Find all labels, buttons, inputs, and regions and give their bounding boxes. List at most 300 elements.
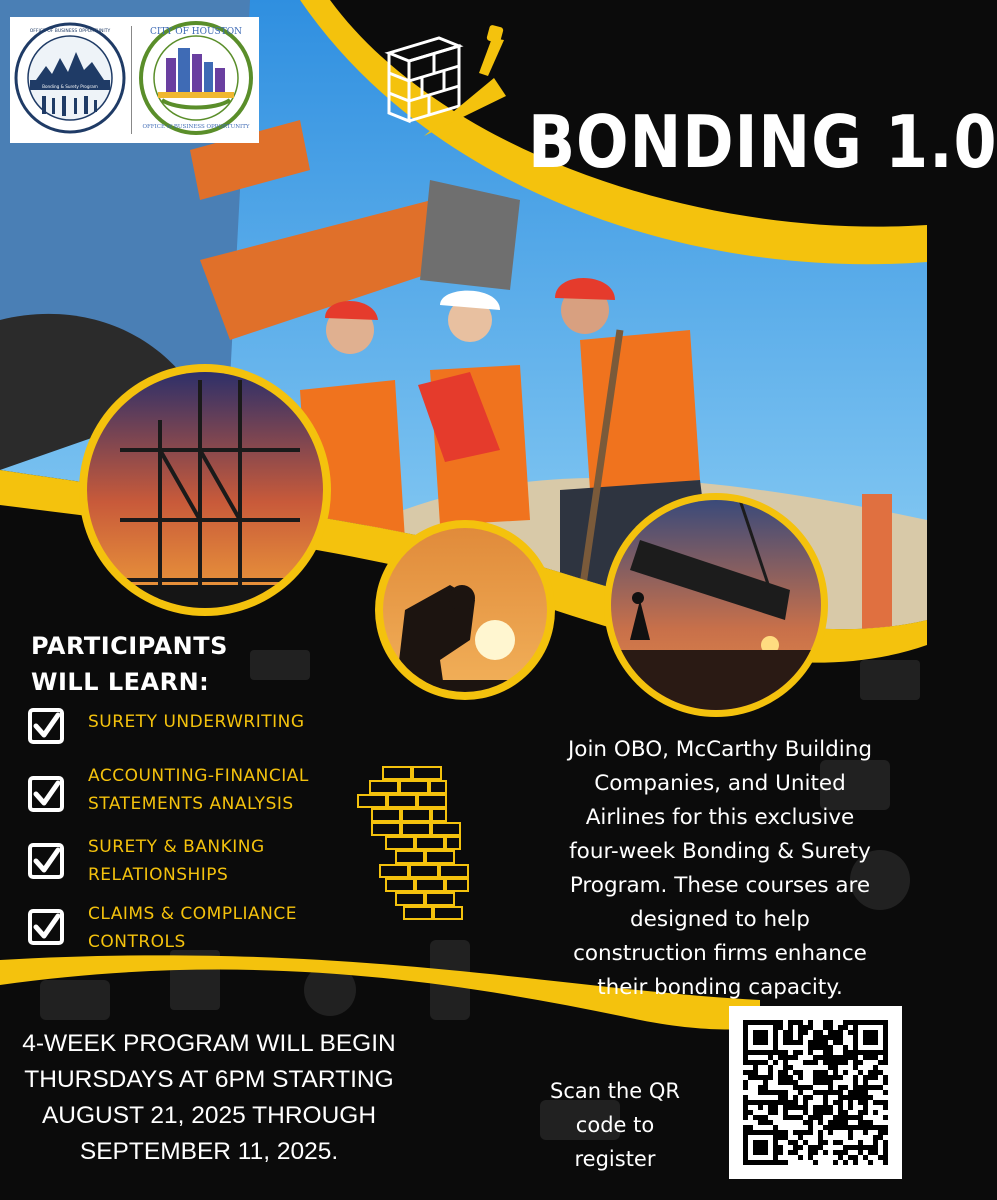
qr-module [793,1080,798,1085]
qr-module [793,1050,798,1055]
qr-module [798,1075,803,1080]
qr-module [768,1070,773,1075]
qr-module [853,1160,858,1165]
qr-module [778,1160,783,1165]
qr-module [823,1125,828,1130]
qr-module [793,1100,798,1105]
qr-module [858,1085,863,1090]
qr-module [818,1140,823,1145]
qr-module [828,1045,833,1050]
qr-module [873,1100,878,1105]
qr-module [813,1110,818,1115]
qr-module [828,1060,833,1065]
qr-module [793,1115,798,1120]
qr-module [868,1075,873,1080]
brick-stack [358,767,468,919]
qr-module [858,1125,863,1130]
qr-module [763,1080,768,1085]
qr-module [803,1100,808,1105]
qr-module [823,1105,828,1110]
qr-module [868,1055,873,1060]
qr-module [778,1020,783,1025]
qr-module [818,1090,823,1095]
qr-module [843,1115,848,1120]
qr-module [858,1090,863,1095]
qr-module [773,1125,778,1130]
qr-module [838,1040,843,1045]
qr-module [793,1105,798,1110]
qr-module [833,1035,838,1040]
qr-module [838,1100,843,1105]
qr-module [783,1135,788,1140]
qr-module [833,1120,838,1125]
learn-item [28,837,358,903]
qr-module [758,1105,763,1110]
participants-heading-line2: WILL LEARN: [31,668,210,696]
qr-module [748,1125,753,1130]
qr-module [828,1035,833,1040]
qr-module [833,1060,838,1065]
qr-module [808,1025,813,1030]
qr-module [783,1035,788,1040]
qr-module [818,1120,823,1125]
qr-module [753,1070,758,1075]
qr-module [863,1075,868,1080]
qr-module [848,1125,853,1130]
qr-module [858,1060,863,1065]
qr-module [883,1140,888,1145]
qr-module [838,1055,843,1060]
qr-module [848,1130,853,1135]
qr-module [828,1105,833,1110]
registration-qr-code[interactable] [729,1006,902,1179]
qr-module [808,1120,813,1125]
qr-module [848,1155,853,1160]
qr-module [743,1060,748,1065]
learn-item-label: SURETY & BANKING RELATIONSHIPS [88,837,265,885]
qr-module [823,1090,828,1095]
qr-module [873,1085,878,1090]
checkbox-icon [28,843,64,879]
qr-module [878,1125,883,1130]
qr-module [813,1030,818,1035]
qr-module [768,1075,773,1080]
qr-module [868,1120,873,1125]
learn-item-label: ACCOUNTING-FINANCIAL STATEMENTS ANALYSIS [88,766,309,814]
qr-module [818,1035,823,1040]
qr-module [853,1145,858,1150]
qr-module [788,1035,793,1040]
qr-module [798,1135,803,1140]
qr-module [798,1145,803,1150]
qr-module [783,1090,788,1095]
qr-module [828,1065,833,1070]
qr-module [808,1095,813,1100]
qr-module [768,1120,773,1125]
qr-module [883,1055,888,1060]
qr-module [783,1105,788,1110]
qr-module [808,1115,813,1120]
qr-module [848,1095,853,1100]
qr-module [808,1085,813,1090]
qr-module [833,1100,838,1105]
qr-module [843,1055,848,1060]
qr-module [853,1080,858,1085]
qr-module [853,1075,858,1080]
qr-module [748,1070,753,1075]
qr-module [813,1040,818,1045]
qr-module [838,1025,843,1030]
obo-banner-text: Bonding & Surety Program [42,84,98,89]
qr-module [838,1085,843,1090]
qr-module [803,1105,808,1110]
qr-module [843,1085,848,1090]
qr-module [808,1060,813,1065]
qr-module [838,1120,843,1125]
qr-module [753,1115,758,1120]
qr-module [823,1095,828,1100]
qr-module [873,1055,878,1060]
qr-module [868,1160,873,1165]
qr-module [783,1065,788,1070]
qr-module [853,1060,858,1065]
qr-module [798,1020,803,1025]
qr-module [788,1075,793,1080]
qr-module [793,1145,798,1150]
qr-module [743,1095,748,1100]
qr-module [783,1080,788,1085]
participants-heading-line1: PARTICIPANTS [31,632,228,660]
qr-module [778,1025,783,1030]
qr-module [818,1145,823,1150]
qr-module [848,1100,853,1105]
city-logo-bottom-text: OFFICE of BUSINESS OPPORTUNITY [142,124,250,130]
qr-module [833,1055,838,1060]
qr-module [788,1140,793,1145]
qr-module [778,1080,783,1085]
qr-module [853,1095,858,1100]
qr-module [803,1120,808,1125]
qr-module [883,1090,888,1095]
learn-item [28,766,358,836]
qr-module [813,1160,818,1165]
qr-module [793,1040,798,1045]
qr-module [818,1130,823,1135]
qr-module [813,1090,818,1095]
qr-module [743,1085,748,1090]
qr-module [818,1045,823,1050]
qr-module [853,1090,858,1095]
qr-code [729,1006,902,1179]
qr-module [753,1075,758,1080]
qr-module [788,1080,793,1085]
qr-module [773,1110,778,1115]
qr-module [798,1035,803,1040]
qr-module [748,1060,753,1065]
qr-module [848,1115,853,1120]
qr-module [828,1125,833,1130]
program-description: Join OBO, McCarthy Building Companies, and United Airlines for this exclusive four-week Bonding & Surety Program. These courses are designed to help construction firms enhance their bonding capacity. [567,737,873,1000]
qr-module [883,1125,888,1130]
qr-module [843,1150,848,1155]
qr-finder-center [863,1030,878,1045]
qr-module [798,1090,803,1095]
qr-module [803,1095,808,1100]
qr-module [868,1145,873,1150]
qr-module [823,1020,828,1025]
qr-module [863,1100,868,1105]
qr-module [828,1130,833,1135]
qr-module [743,1055,748,1060]
qr-module [858,1115,863,1120]
qr-module [808,1155,813,1160]
qr-module [843,1110,848,1115]
qr-module [853,1065,858,1070]
qr-module [843,1060,848,1065]
qr-module [778,1070,783,1075]
qr-module [838,1060,843,1065]
qr-module [788,1065,793,1070]
qr-module [873,1125,878,1130]
qr-module [883,1115,888,1120]
qr-module [848,1145,853,1150]
qr-module [863,1105,868,1110]
qr-module [833,1150,838,1155]
qr-module [798,1025,803,1030]
qr-module [753,1060,758,1065]
qr-module [873,1070,878,1075]
qr-module [798,1030,803,1035]
qr-module [823,1045,828,1050]
qr-module [848,1090,853,1095]
qr-module [798,1155,803,1160]
qr-module [778,1075,783,1080]
qr-module [768,1065,773,1070]
qr-module [788,1040,793,1045]
qr-module [828,1050,833,1055]
qr-module [818,1110,823,1115]
qr-module [833,1070,838,1075]
qr-module [848,1055,853,1060]
obo-ring-text: OFFICE OF BUSINESS OPPORTUNITY [29,29,111,34]
qr-module [778,1130,783,1135]
qr-module [838,1075,843,1080]
qr-module [763,1085,768,1090]
qr-module [783,1040,788,1045]
qr-module [858,1070,863,1075]
qr-module [773,1090,778,1095]
qr-module [793,1085,798,1090]
qr-module [838,1095,843,1100]
qr-module [858,1140,863,1145]
qr-module [813,1045,818,1050]
qr-module [798,1070,803,1075]
program-schedule: 4-WEEK PROGRAM WILL BEGIN THURSDAYS AT 6PM STARTING AUGUST 21, 2025 THROUGH SEPTEMBER 11, 2025. [22,1030,396,1165]
qr-module [833,1115,838,1120]
qr-module [758,1115,763,1120]
qr-module [828,1020,833,1025]
qr-module [763,1115,768,1120]
qr-module [823,1075,828,1080]
qr-module [833,1140,838,1145]
qr-module [808,1045,813,1050]
qr-module [868,1095,873,1100]
brick-trowel-icon [384,18,514,140]
qr-module [883,1075,888,1080]
qr-module [783,1095,788,1100]
qr-module [863,1125,868,1130]
qr-module [743,1105,748,1110]
qr-module [768,1110,773,1115]
qr-module [798,1105,803,1110]
qr-module [878,1085,883,1090]
learn-item [28,708,358,748]
qr-module [833,1125,838,1130]
qr-module [743,1115,748,1120]
qr-module [883,1100,888,1105]
qr-module [828,1085,833,1090]
qr-module [883,1150,888,1155]
qr-module [863,1095,868,1100]
qr-module [768,1090,773,1095]
qr-module [823,1100,828,1105]
qr-module [848,1105,853,1110]
qr-module [778,1100,783,1105]
qr-module [838,1105,843,1110]
qr-module [783,1055,788,1060]
qr-module [823,1080,828,1085]
qr-module [788,1115,793,1120]
qr-module [853,1085,858,1090]
qr-module [813,1075,818,1080]
qr-module [783,1115,788,1120]
qr-module [778,1145,783,1150]
qr-module [873,1110,878,1115]
qr-module [818,1115,823,1120]
qr-module [748,1075,753,1080]
qr-module [818,1075,823,1080]
qr-module [803,1140,808,1145]
qr-module [873,1065,878,1070]
qr-module [763,1120,768,1125]
qr-module [818,1040,823,1045]
qr-finder-center [753,1140,768,1155]
qr-module [828,1110,833,1115]
qr-module [878,1070,883,1075]
qr-module [823,1070,828,1075]
qr-module [798,1040,803,1045]
qr-module [883,1080,888,1085]
qr-module [778,1050,783,1055]
qr-module [783,1160,788,1165]
qr-module [833,1075,838,1080]
page-title: BONDING 1.0 [528,100,997,184]
qr-module [788,1025,793,1030]
qr-module [813,1105,818,1110]
qr-module [788,1100,793,1105]
qr-module [763,1060,768,1065]
qr-module [783,1075,788,1080]
qr-module [823,1025,828,1030]
qr-module [838,1140,843,1145]
qr-module [873,1150,878,1155]
qr-module [868,1150,873,1155]
qr-module [803,1085,808,1090]
qr-module [843,1020,848,1025]
qr-module [813,1035,818,1040]
qr-module [778,1055,783,1060]
qr-module [853,1055,858,1060]
qr-module [778,1150,783,1155]
qr-module [813,1145,818,1150]
qr-module [803,1025,808,1030]
qr-module [768,1105,773,1110]
checkbox-icon [28,776,64,812]
qr-module [773,1060,778,1065]
qr-module [778,1095,783,1100]
qr-module [758,1075,763,1080]
qr-module [863,1130,868,1135]
qr-module [798,1115,803,1120]
qr-module [793,1140,798,1145]
qr-module [858,1100,863,1105]
qr-module [748,1110,753,1115]
qr-module [773,1105,778,1110]
qr-module [798,1050,803,1055]
qr-module [848,1020,853,1025]
qr-module [873,1140,878,1145]
qr-module [873,1075,878,1080]
qr-module [838,1125,843,1130]
qr-module [808,1150,813,1155]
qr-module [863,1155,868,1160]
qr-module [768,1100,773,1105]
qr-module [863,1055,868,1060]
qr-module [818,1080,823,1085]
qr-module [843,1125,848,1130]
logo-divider [131,26,132,134]
qr-module [858,1145,863,1150]
qr-module [823,1060,828,1065]
qr-module [788,1150,793,1155]
qr-module [878,1060,883,1065]
qr-module [863,1120,868,1125]
qr-module [863,1090,868,1095]
qr-module [783,1100,788,1105]
qr-module [778,1135,783,1140]
qr-module [823,1150,828,1155]
qr-module [883,1060,888,1065]
qr-module [823,1140,828,1145]
qr-module [858,1120,863,1125]
qr-module [823,1055,828,1060]
qr-module [743,1110,748,1115]
qr-module [853,1155,858,1160]
qr-module [788,1105,793,1110]
qr-module [813,1150,818,1155]
qr-module [813,1070,818,1075]
qr-module [878,1135,883,1140]
qr-module [743,1125,748,1130]
qr-module [838,1110,843,1115]
qr-module [873,1145,878,1150]
obo-bonding-program-logo [12,18,128,138]
qr-module [828,1030,833,1035]
learn-item-label: SURETY UNDERWRITING [88,712,305,732]
qr-module [758,1060,763,1065]
qr-module [853,1125,858,1130]
qr-module [763,1075,768,1080]
